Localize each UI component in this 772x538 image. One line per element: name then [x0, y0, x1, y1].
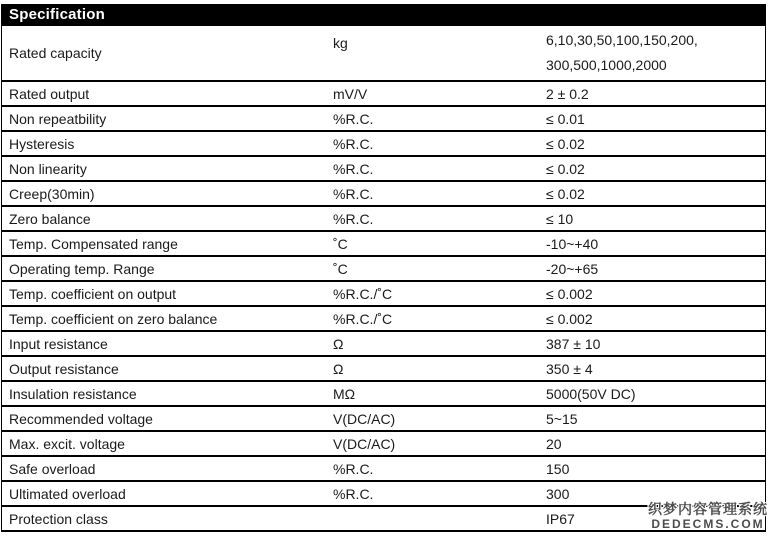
table-row [2, 182, 765, 207]
spec-value: ≤ 0.01 [546, 110, 585, 127]
spec-value: -20~+65 [546, 260, 599, 277]
specification-table [1, 4, 766, 532]
table-row [2, 432, 765, 457]
table-row [2, 207, 765, 232]
spec-unit: V(DC/AC) [333, 435, 396, 452]
spec-unit: MΩ [333, 385, 356, 402]
spec-param-name: Hysteresis [9, 135, 75, 152]
watermark-line2: DEDECMS.COM [651, 517, 765, 531]
spec-value: -10~+40 [546, 235, 599, 252]
table-row [2, 357, 765, 382]
table-row [2, 332, 765, 357]
spec-value: IP67 [546, 510, 575, 527]
spec-param-name: Non repeatbility [9, 110, 107, 127]
spec-value: ≤ 0.02 [546, 160, 585, 177]
spec-param-name: Temp. coefficient on zero balance [9, 310, 218, 327]
table-row [2, 257, 765, 282]
spec-unit: mV/V [333, 85, 368, 102]
table-row [2, 407, 765, 432]
spec-unit: V(DC/AC) [333, 410, 396, 427]
spec-unit: %R.C. [333, 460, 374, 477]
table-row [2, 457, 765, 482]
spec-param-name: Non linearity [9, 160, 87, 177]
table-row [2, 26, 765, 82]
spec-unit: %R.C./˚C [333, 285, 393, 302]
spec-value: ≤ 0.002 [546, 285, 593, 302]
table-row [2, 382, 765, 407]
spec-value: 5000(50V DC) [546, 385, 636, 402]
spec-value: 20 [546, 435, 562, 452]
spec-param-name: Temp. Compensated range [9, 235, 178, 252]
spec-unit: %R.C. [333, 160, 374, 177]
spec-value: 300 [546, 485, 570, 502]
spec-value-line: 300,500,1000,2000 [546, 57, 667, 73]
section-title: Specification [9, 6, 105, 23]
section-header [2, 4, 765, 26]
table-row [2, 307, 765, 332]
spec-value [546, 28, 765, 78]
spec-value-line: 6,10,30,50,100,150,200, [546, 32, 698, 48]
spec-param-name: Rated output [9, 85, 90, 102]
spec-param-name: Safe overload [9, 460, 96, 477]
table-row [2, 157, 765, 182]
spec-unit: %R.C. [333, 485, 374, 502]
spec-unit: Ω [333, 335, 344, 352]
spec-param-name: Output resistance [9, 360, 119, 377]
spec-value: ≤ 10 [546, 210, 574, 227]
spec-param-name: Max. excit. voltage [9, 435, 125, 452]
watermark [648, 502, 768, 531]
spec-unit: %R.C./˚C [333, 310, 393, 327]
spec-param-name: Rated capacity [9, 45, 102, 61]
table-row [2, 282, 765, 307]
table-row [2, 232, 765, 257]
spec-unit: %R.C. [333, 210, 374, 227]
spec-param-name: Temp. coefficient on output [9, 285, 177, 302]
spec-value: ≤ 0.02 [546, 185, 585, 202]
spec-param-name: Insulation resistance [9, 385, 137, 402]
table-row [2, 107, 765, 132]
spec-value: 5~15 [546, 410, 578, 427]
spec-param-name: Input resistance [9, 335, 108, 352]
spec-value: 150 [546, 460, 570, 477]
spec-unit: Ω [333, 360, 344, 377]
spec-unit: %R.C. [333, 185, 374, 202]
spec-value: 387 ± 10 [546, 335, 601, 352]
table-row [2, 132, 765, 157]
spec-param-name: Zero balance [9, 210, 91, 227]
table-row [2, 82, 765, 107]
spec-unit: kg [333, 35, 348, 51]
spec-unit: %R.C. [333, 135, 374, 152]
spec-value: 2 ± 0.2 [546, 85, 589, 102]
spec-param-name: Operating temp. Range [9, 260, 155, 277]
spec-param-name: Ultimated overload [9, 485, 126, 502]
spec-param-name: Recommended voltage [9, 410, 153, 427]
spec-unit: %R.C. [333, 110, 374, 127]
spec-value: 350 ± 4 [546, 360, 593, 377]
spec-unit: ˚C [333, 260, 348, 277]
spec-param-name: Protection class [9, 510, 108, 527]
watermark-line1: 织梦内容管理系统 [648, 501, 768, 517]
spec-unit: ˚C [333, 235, 348, 252]
spec-param-name: Creep(30min) [9, 185, 95, 202]
spec-value: ≤ 0.02 [546, 135, 585, 152]
spec-value: ≤ 0.002 [546, 310, 593, 327]
